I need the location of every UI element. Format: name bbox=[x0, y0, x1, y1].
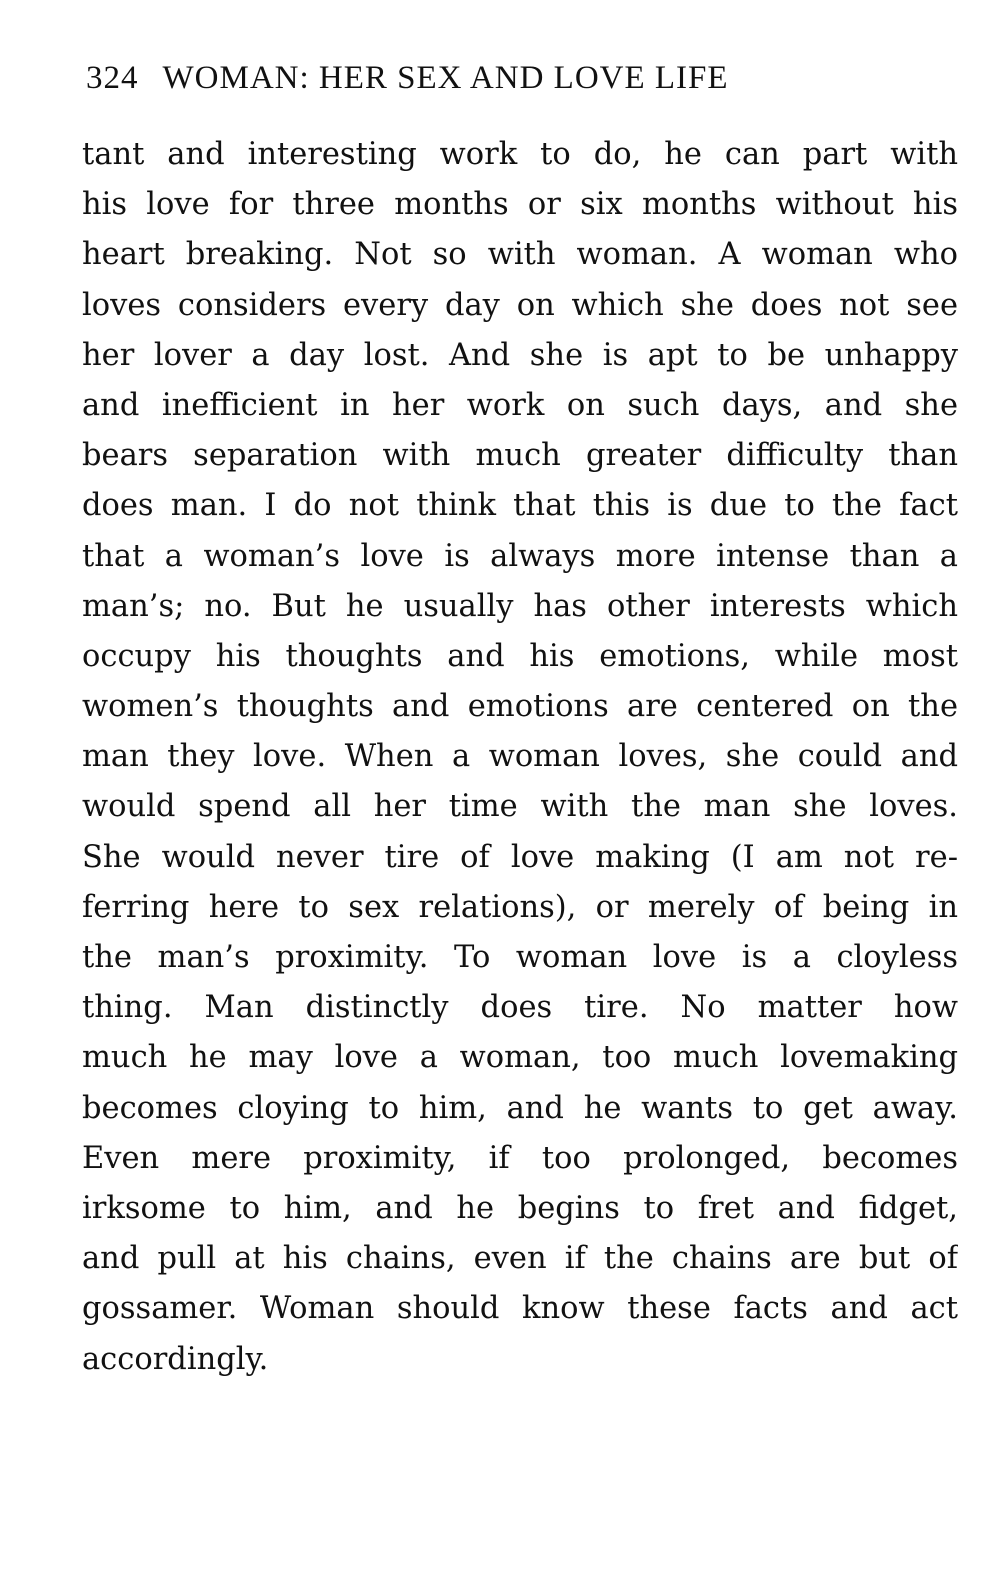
text-line: and pull at his chains, even if the chains are but of bbox=[82, 1241, 958, 1277]
text-line: becomes cloying to him, and he wants to get away. bbox=[82, 1090, 958, 1126]
text-line: man they love. When a woman loves, she could and bbox=[82, 739, 958, 775]
text-line: would spend all her time with the man she loves. bbox=[82, 789, 958, 825]
text-line: gossamer. Woman should know these facts and act bbox=[82, 1291, 958, 1327]
page-number: 324 bbox=[86, 60, 139, 96]
text-line: does man. I do not think that this is due to the fact bbox=[82, 488, 958, 524]
text-line: women’s thoughts and emotions are centered on the bbox=[82, 689, 958, 725]
text-line: man’s; no. But he usually has other interests which bbox=[82, 588, 958, 624]
text-line: She would never tire of love making (I am not re- bbox=[82, 839, 958, 875]
text-line: Even mere proximity, if too prolonged, becomes bbox=[82, 1140, 958, 1176]
text-line: thing. Man distinctly does tire. No matter how bbox=[82, 990, 958, 1026]
text-line: ferring here to sex relations), or merely of being in bbox=[82, 889, 958, 925]
text-line: irksome to him, and he begins to fret and fidget, bbox=[82, 1190, 958, 1226]
text-line: bears separation with much greater difficulty than bbox=[82, 438, 958, 474]
text-line: much he may love a woman, too much lovemaking bbox=[82, 1040, 958, 1076]
text-line: occupy his thoughts and his emotions, while most bbox=[82, 638, 958, 674]
text-line: heart breaking. Not so with woman. A woman who bbox=[82, 237, 958, 273]
text-line: that a woman’s love is always more intense than a bbox=[82, 538, 958, 574]
text-line: accordingly. bbox=[82, 1341, 269, 1377]
text-line: her lover a day lost. And she is apt to be unhappy bbox=[82, 337, 958, 373]
text-line: the man’s proximity. To woman love is a cloyless bbox=[82, 940, 958, 975]
text-line: and inefficient in her work on such days, and she bbox=[82, 387, 958, 423]
text-line: loves considers every day on which she does not see bbox=[82, 287, 958, 323]
text-line: tant and interesting work to do, he can part with bbox=[82, 137, 958, 172]
body-paragraph bbox=[82, 130, 958, 1385]
running-head bbox=[86, 60, 956, 104]
running-title: WOMAN: HER SEX AND LOVE LIFE bbox=[162, 60, 729, 96]
text-line: his love for three months or six months without his bbox=[82, 187, 958, 223]
